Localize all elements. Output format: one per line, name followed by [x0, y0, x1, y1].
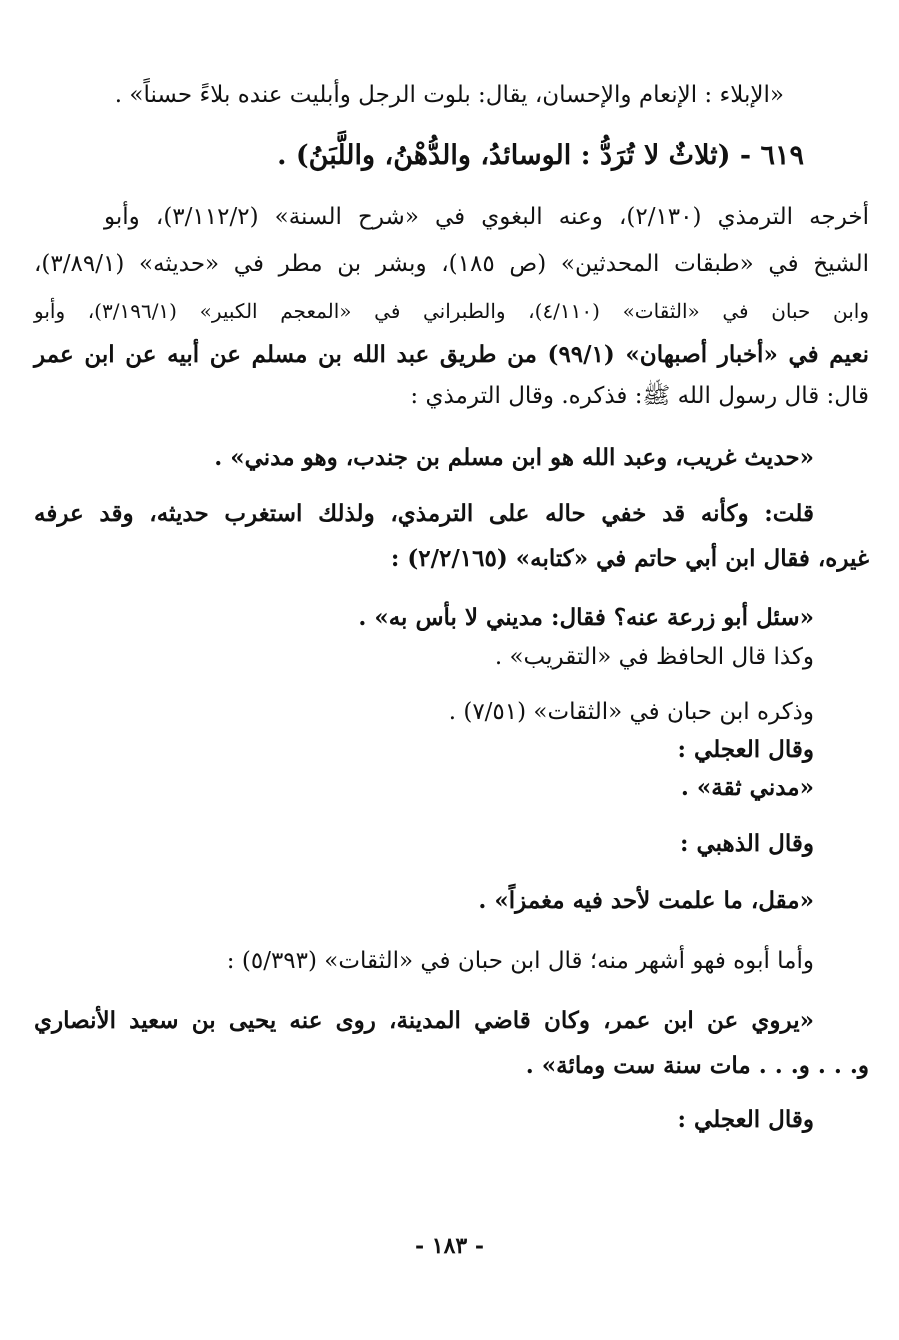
quote-line: «حديث غريب، وعبد الله هو ابن مسلم بن جندب، وهو مدني» . [214, 444, 814, 471]
text-line: وكذا قال الحافظ في «التقريب» . [494, 644, 814, 670]
text-line: وأما أبوه فهو أشهر منه؛ قال ابن حبان في «الثقات» (٥/٣٩٣) : [226, 948, 814, 974]
text-line: وقال الذهبي : [679, 830, 814, 857]
text-line: أخرجه الترمذي (٢/١٣٠)، وعنه البغوي في «شرح السنة» (٣/١١٢/٢)، وأبو [104, 204, 869, 230]
quote-line: «يروي عن ابن عمر، وكان قاضي المدينة، روى عنه يحيى بن سعيد الأنصاري [34, 1007, 814, 1034]
text-line: «الإبلاء : الإنعام والإحسان، يقال: بلوت الرجل وأبليت عنده بلاءً حسناً» . [114, 82, 784, 108]
quote-line: «سئل أبو زرعة عنه؟ فقال: مديني لا بأس به» . [358, 604, 814, 631]
text-line: و. . . و. . . مات سنة ست ومائة» . [525, 1052, 869, 1079]
quote-line: «مقل، ما علمت لأحد فيه مغمزاً» . [478, 887, 814, 914]
text-line: وقال العجلي : [677, 1106, 814, 1133]
text-line: قلت: وكأنه قد خفي حاله على الترمذي، ولذلك استغرب حديثه، وقد عرفه [34, 500, 814, 527]
text-line: الشيخ في «طبقات المحدثين» (ص ١٨٥)، وبشر بن مطر في «حديثه» (٣/٨٩/١)، [34, 251, 869, 277]
hadith-heading: ٦١٩ - (ثلاثٌ لا تُرَدُّ : الوسائدُ، والدُّهْنُ، واللَّبَنُ) . [277, 140, 804, 171]
text-line: غيره، فقال ابن أبي حاتم في «كتابه» (٢/٢/١٦٥) : [390, 545, 869, 572]
text-line: وابن حبان في «الثقات» (٤/١١٠)، والطبراني في «المعجم الكبير» (٣/١٩٦/١)، وأبو [34, 299, 869, 323]
quote-line: «مدني ثقة» . [680, 774, 814, 801]
text-line: وقال العجلي : [677, 736, 814, 763]
text-line: وذكره ابن حبان في «الثقات» (٧/٥١) . [448, 699, 814, 725]
text-line: نعيم في «أخبار أصبهان» (٩٩/١) من طريق عبد الله بن مسلم عن أبيه عن ابن عمر [34, 341, 869, 368]
text-line: قال: قال رسول الله ﷺ: فذكره. وقال الترمذي : [410, 383, 869, 409]
page-number: - ١٨٣ - [414, 1233, 485, 1259]
